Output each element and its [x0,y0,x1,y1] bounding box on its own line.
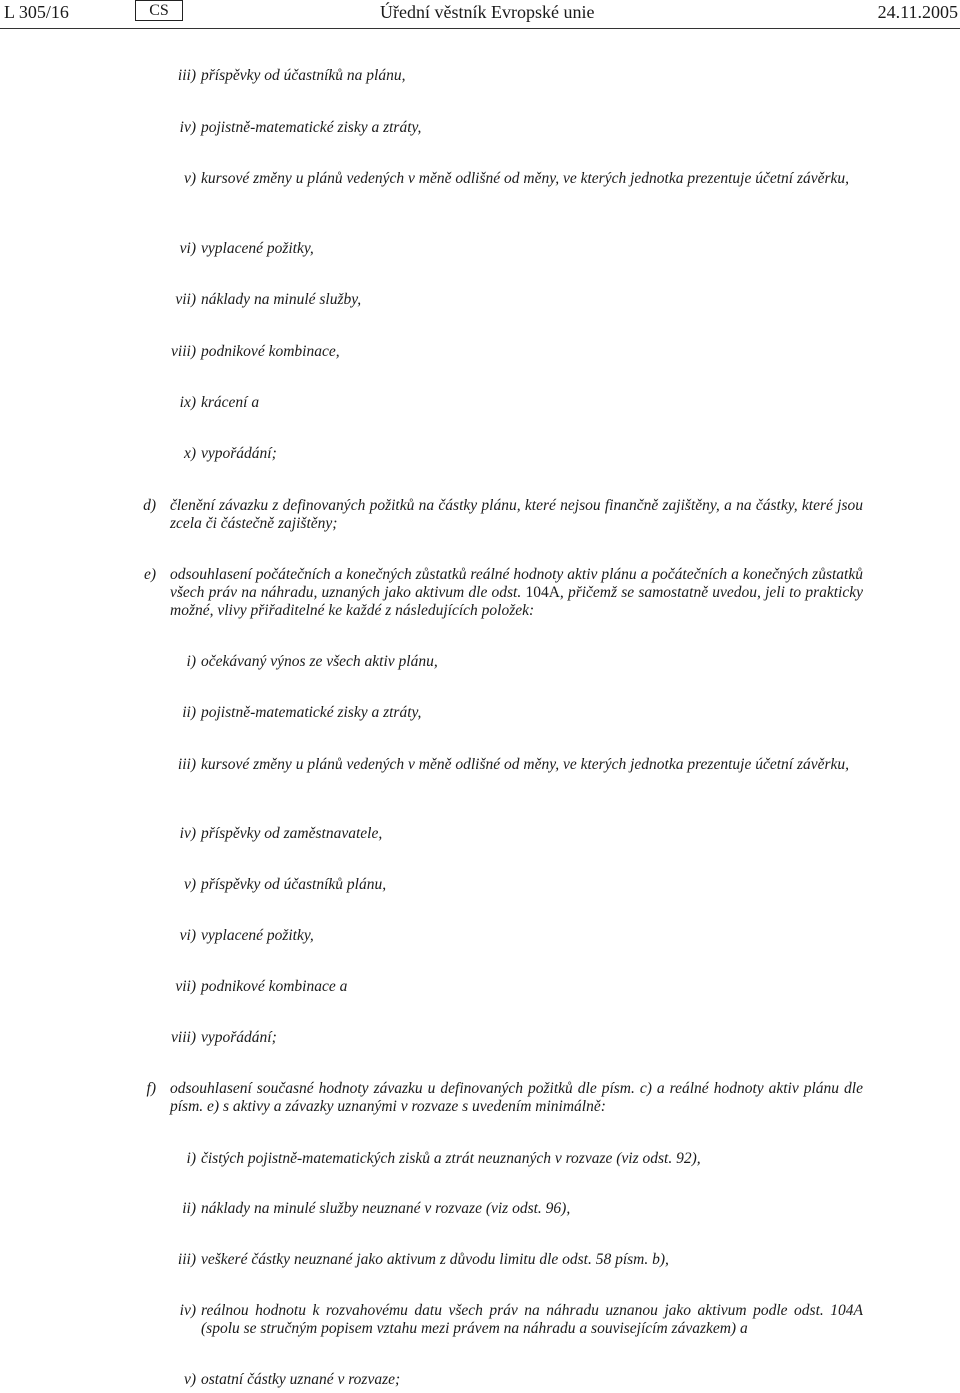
paragraph-reference: 104A [525,584,560,601]
item-text: pojistně-matematické zisky a ztráty, [201,119,422,136]
item-label: iv) [179,1302,196,1319]
item-label: f) [146,1080,156,1097]
item-text: veškeré částky neuznané jako aktivum z důvodu limitu dle odst. 58 písm. b), [201,1251,669,1268]
item-label: x) [183,445,196,462]
item-text: kursové změny u plánů vedených v měně odlišné od měny, ve kterých jednotka prezentuje účetní závěrku, [201,170,850,187]
item-text: vyplacené požitky, [201,927,314,944]
item-text: odsouhlasení současné hodnoty závazku u definovaných požitků dle písm. c) a reálné hodnoty aktiv plánu dle písm. e) s aktivy a závazky uznanými v rozvaze s uvedením minimálně: [170,1080,863,1115]
item-text: reálnou hodnotu k rozvahovému datu všech práv na náhradu uznanou jako aktivum podle odst. 104A (spolu se stručným popisem vztahu mezi právem na náhradu a souvisejícím závazkem) a [201,1302,863,1337]
item-text: podnikové kombinace a [201,978,348,995]
item-label: vii) [175,291,196,308]
item-label: iii) [177,67,196,84]
language-badge: CS [135,0,183,21]
item-label: vi) [179,927,196,944]
item-label: ix) [179,394,196,411]
item-text: příspěvky od účastníků plánu, [201,876,387,893]
item-text [170,566,863,620]
item-text: náklady na minulé služby neuznané v rozvaze (viz odst. 96), [201,1200,571,1217]
item-label: i) [186,653,196,670]
journal-title: Úřední věstník Evropské unie [380,2,595,22]
item-text: příspěvky od zaměstnavatele, [201,825,383,842]
item-label: iii) [177,756,196,773]
item-label: e) [143,566,156,583]
journal-reference: L 305/16 [4,2,69,22]
item-label: vi) [179,240,196,257]
item-text: očekávaný výnos ze všech aktiv plánu, [201,653,438,670]
text-part: odsouhlasení počátečních a konečných zůstatků reálné hodnoty aktiv plánu a počátečních a konečných zůstatků všech práv na náhradu, uznaných jako aktivum dle odst. [170,566,863,601]
item-text: čistých pojistně-matematických zisků a ztrát neuznaných v rozvaze (viz odst. 92), [201,1150,701,1167]
item-text: vyplacené požitky, [201,240,314,257]
item-text: kursové změny u plánů vedených v měně odlišné od měny, ve kterých jednotka prezentuje účetní závěrku, [201,756,850,773]
item-text: pojistně-matematické zisky a ztráty, [201,704,422,721]
item-label: ii) [182,704,196,721]
publication-date: 24.11.2005 [877,2,958,22]
item-text: vypořádání; [201,1029,277,1046]
item-label: iii) [177,1251,196,1268]
item-label: v) [183,876,196,893]
page-header [0,0,960,29]
item-text: ostatní částky uznané v rozvaze; [201,1371,401,1388]
item-label: v) [183,1371,196,1388]
item-label: iv) [179,825,196,842]
item-label: iv) [179,119,196,136]
item-text: krácení a [201,394,260,411]
item-text: příspěvky od účastníků na plánu, [201,67,406,84]
item-text: podnikové kombinace, [201,343,340,360]
item-label: i) [186,1150,196,1167]
item-text: členění závazku z definovaných požitků na částky plánu, které nejsou finančně zajištěny, a na částky, které jsou zcela či částečně zajištěny; [170,497,863,532]
item-label: vii) [175,978,196,995]
item-label: ii) [182,1200,196,1217]
text-part: , přičemž se samostatně uvedou, jeli to prakticky možné, vlivy přiřaditelné ke každé z následujících položek: [170,584,864,619]
item-text: náklady na minulé služby, [201,291,362,308]
item-label: viii) [171,343,196,360]
item-label: v) [183,170,196,187]
item-text: vypořádání; [201,445,277,462]
item-label: d) [143,497,156,514]
item-label: viii) [171,1029,196,1046]
